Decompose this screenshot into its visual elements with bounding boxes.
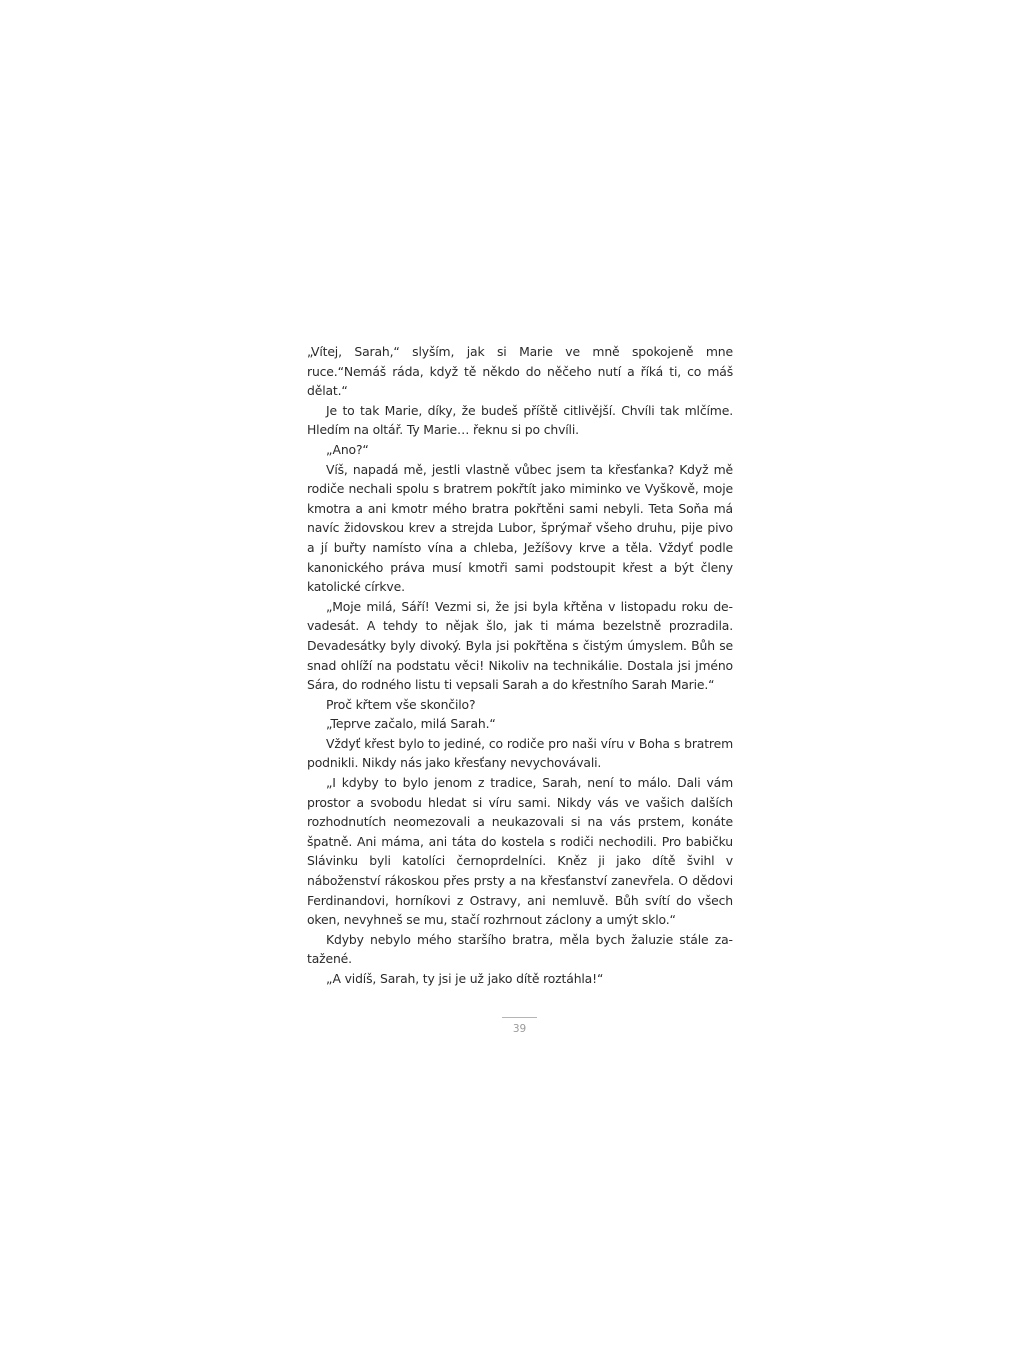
paragraph: „I kdyby to bylo jenom z tradice, Sarah, není to málo. Dali vám prostor a svobodu hledat si víru sami. Nikdy vás ve vašich dalších rozhodnutích neomezovali a neukazovali si na vás prstem, konáte špatně. Ani máma, ani táta do kostela s rodiči nechodili. Pro babičku Slávinku byli katolíci černoprdelníci. Kněz ji jako dítě švihl v náboženství rákoskou přes prsty a na křesťanství zanevřela. O dědovi Ferdinandovi, horníkovi z Ostravy, ani nemluvě. Bůh svítí do všech oken, nevyhneš se mu, stačí rozhrnout záclony a umýt sklo.“ <box>307 775 733 928</box>
paragraph: „A vidíš, Sarah, ty jsi je už jako dítě roztáhla!“ <box>326 971 604 986</box>
paragraph: Kdyby nebylo mého staršího bratra, měla bych žaluzie stále zatažené. <box>307 931 733 967</box>
paragraph: „Teprve začalo, milá Sarah.“ <box>326 716 496 732</box>
paragraph: Proč křtem vše skončilo? <box>326 696 476 712</box>
page-number: 39 <box>512 1023 527 1035</box>
paragraph: Vždyť křest bylo to jediné, co rodiče pro naši víru v Boha s bratrem podnikli. Nikdy nás jako křesťany nevychovávali. <box>307 735 733 771</box>
paragraph: „Ano?“ <box>326 441 369 457</box>
paragraph: Víš, napadá mě, jestli vlastně vůbec jsem ta křesťanka? Když mě rodiče nechali spolu s bratrem pokřtít jako miminko ve Vyškově, moje kmotra a ani kmotr mého bratra pokřtěni sami nebyli. Teta Soňa má navíc židovskou krev a strejda Lubor, šprýmař všeho druhu, pije pivo a jí buřty namísto vína a chleba, Ježíšovy krve a těla. Vždyť podle kanonického práva musí kmotři sami podstoupit křest a být členy katolické církve. <box>307 461 733 595</box>
paragraph: „Moje milá, Sáří! Vezmi si, že jsi byla křtěna v listopadu roku devadesát. A tehdy to nějak šlo, jak ti máma bezelstně prozradila. Devadesátky byly divoký. Byla jsi pokřtěna s čistým úmyslem. Bůh se snad ohlíží na podstatu věci! Nikoliv na technikálie. Dostala jsi jméno Sára, do rodného listu ti vepsali Sarah a do křestního Sarah Marie.“ <box>307 598 733 693</box>
paragraph: „Vítej, Sarah,“ slyším, jak si Marie ve mně spokojeně mne ruce.“Nemáš ráda, když tě někdo do něčeho nutí a říká ti, co máš dělat.“ <box>307 344 733 399</box>
page-number-rule <box>502 1017 537 1018</box>
body-text <box>307 342 733 989</box>
paragraph: Je to tak Marie, díky, že budeš příště citlivější. Chvíli tak mlčíme. Hledím na oltář. Ty Marie… řeknu si po chvíli. <box>307 402 733 438</box>
